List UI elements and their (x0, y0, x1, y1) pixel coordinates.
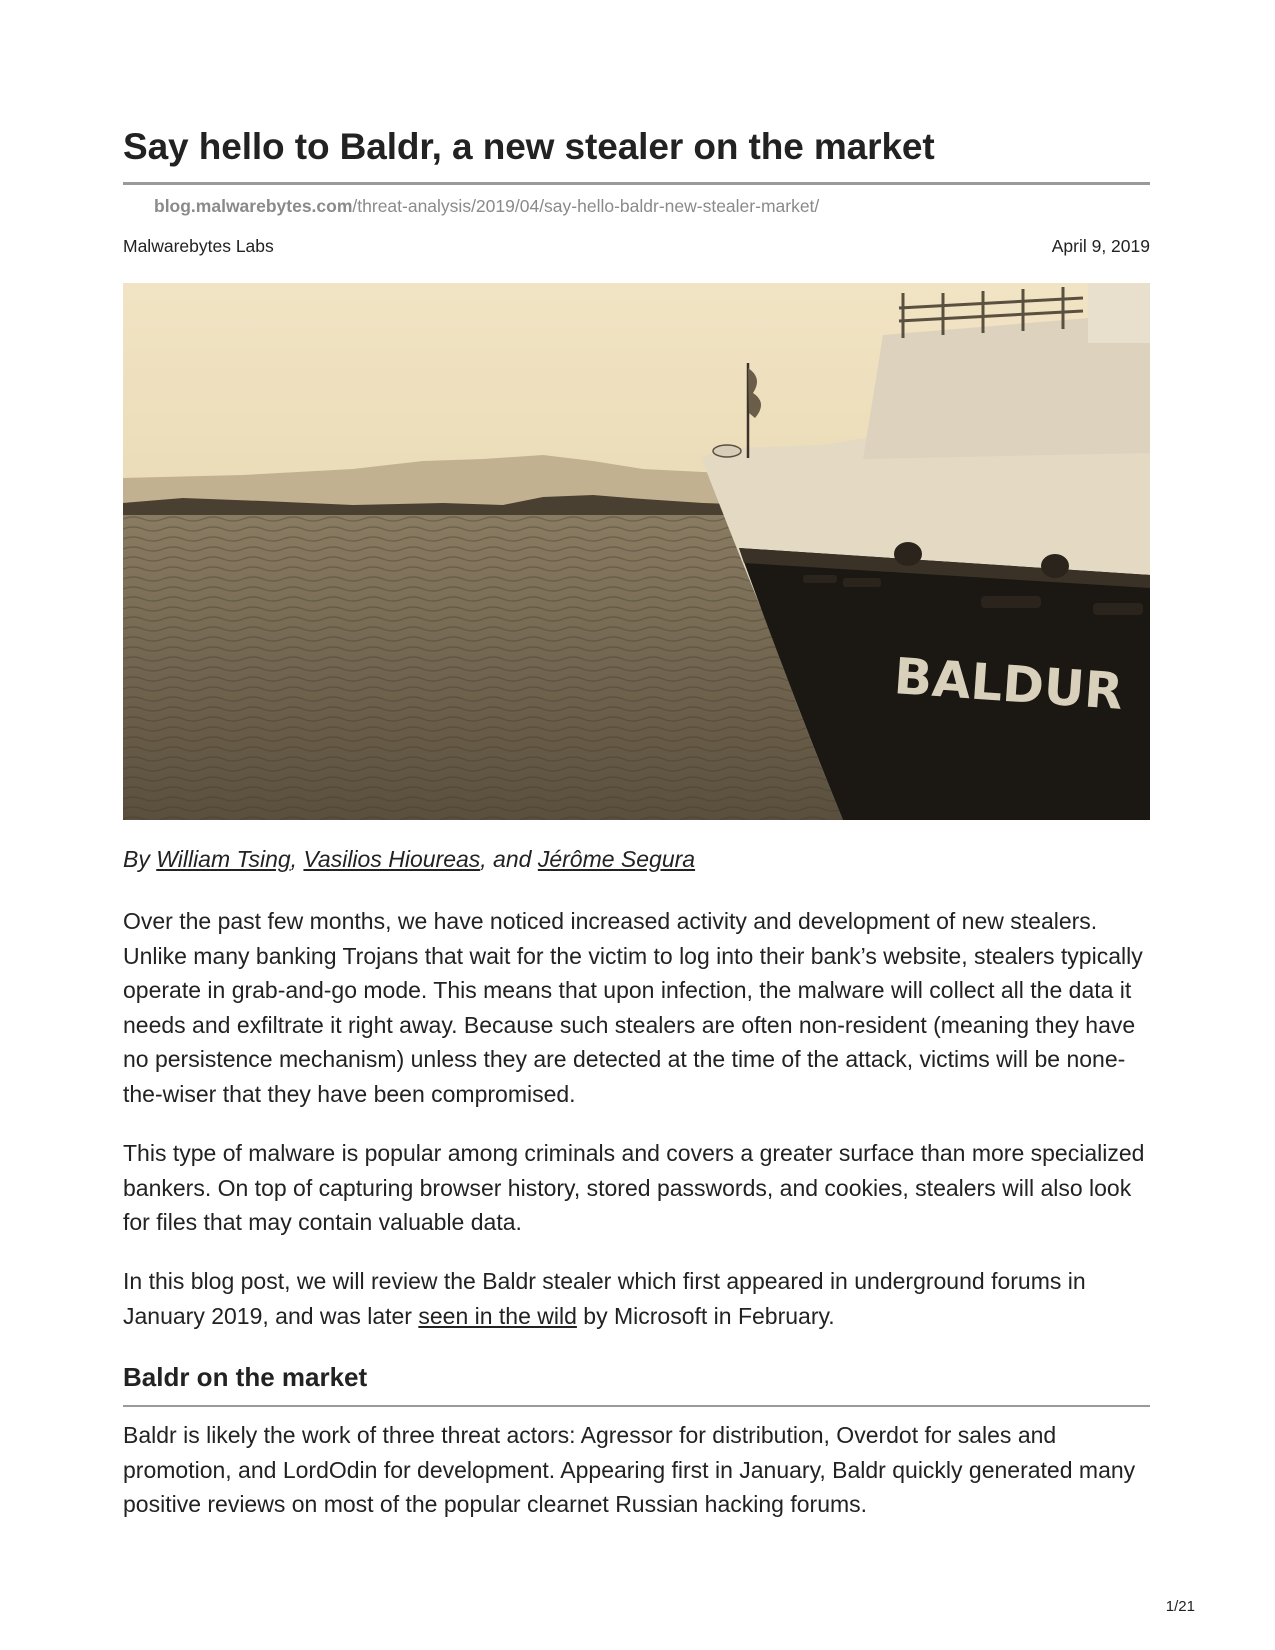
ship-name-text: BALDUR (892, 647, 1125, 721)
source-url[interactable] (154, 196, 819, 217)
author-link-1[interactable]: William Tsing (156, 846, 291, 872)
paragraph-overview (123, 1264, 1150, 1333)
hero-image (123, 283, 1150, 820)
meta-row (123, 236, 1150, 257)
byline-prefix: By (123, 846, 150, 872)
section-heading: Baldr on the market (123, 1362, 368, 1392)
author-byline (123, 846, 695, 873)
page-number: 1/21 (1165, 1598, 1195, 1615)
author-link-2[interactable]: Vasilios Hioureas (303, 846, 481, 872)
byline-separator-1: , (290, 846, 298, 872)
paragraph-malware-type: This type of malware is popular among criminals and covers a greater surface than more specialized bankers. On top of capturing browser history, stored passwords, and cookies, stealers will also look for files that may contain valuable data. (123, 1140, 1145, 1235)
ship-photo (123, 283, 1150, 820)
paragraph-intro: Over the past few months, we have noticed increased activity and development of new stealers. Unlike many banking Trojans that wait for the victim to log into their bank’s website, stealers typically operate in grab-and-go mode. This means that upon infection, the malware will collect all the data it needs and exfiltrate it right away. Because such stealers are often non-resident (meaning they have no persistence mechanism) unless they are detected at the time of the attack, victims will be none-the-wiser that they have been compromised. (123, 908, 1143, 1107)
url-domain: blog.malwarebytes.com (154, 196, 353, 216)
overview-text-end: by Microsoft in February. (583, 1302, 835, 1329)
publisher-name: Malwarebytes Labs (123, 236, 274, 256)
page-title: Say hello to Baldr, a new stealer on the market (123, 126, 935, 167)
title-divider (123, 182, 1150, 185)
publish-date: April 9, 2019 (1051, 236, 1150, 256)
section-divider (123, 1405, 1150, 1407)
byline-separator-2: , and (480, 846, 532, 872)
seen-in-the-wild-link[interactable]: seen in the wild (418, 1302, 577, 1329)
overview-text-start: In this blog post, we will review the Baldr stealer which first appeared in underground forums in January 2019, and was later (123, 1268, 1086, 1329)
author-link-3[interactable]: Jérôme Segura (537, 846, 696, 872)
url-path: /threat-analysis/2019/04/say-hello-baldr-new-stealer-market/ (352, 196, 820, 216)
paragraph-market: Baldr is likely the work of three threat actors: Agressor for distribution, Overdot for sales and promotion, and LordOdin for development. Appearing first in January, Baldr quickly generated many positive reviews on most of the popular clearnet Russian hacking forums. (123, 1422, 1136, 1517)
